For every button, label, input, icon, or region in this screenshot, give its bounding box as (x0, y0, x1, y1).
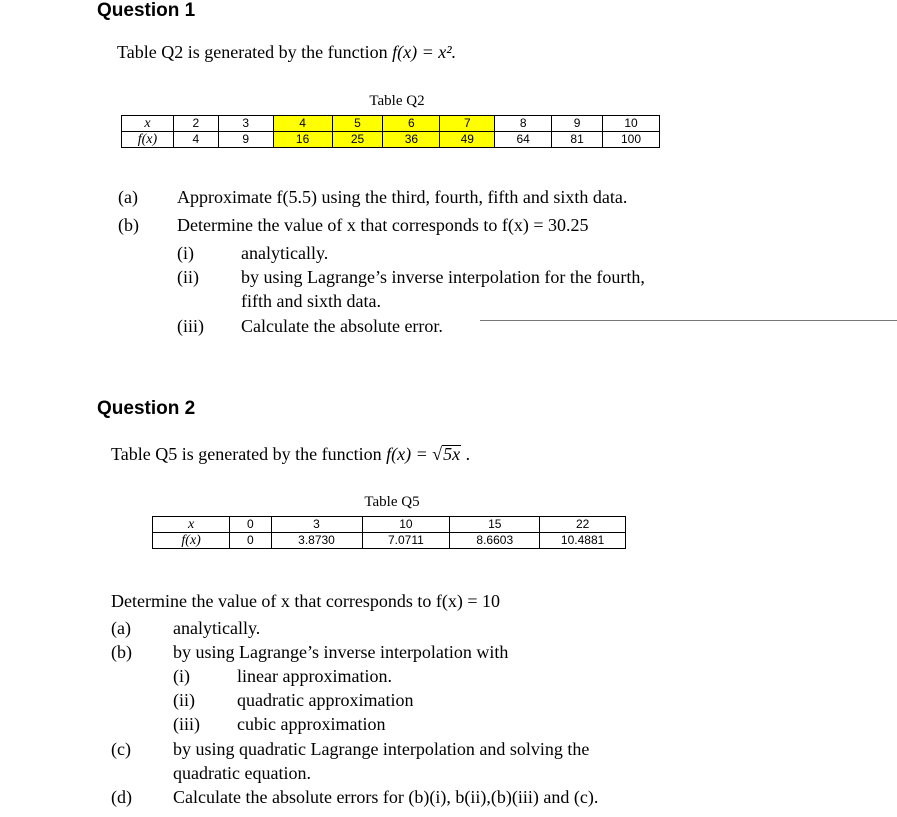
q1-part-b-ii-text-cont: fifth and sixth data. (241, 291, 381, 311)
q1-part-b-ii-text: by using Lagrange’s inverse interpolation for the fourth, (241, 267, 645, 287)
q2-part-b-i-label: (i) (173, 666, 190, 686)
q2-part-b-text: by using Lagrange’s inverse interpolation with (173, 642, 509, 662)
q1-part-b-i-label: (i) (177, 243, 194, 263)
table-cell-highlighted: 4 (273, 116, 332, 132)
table-cell: 100 (603, 132, 660, 148)
table-cell-highlighted: 49 (440, 132, 495, 148)
table-row (153, 517, 626, 533)
table-row (122, 116, 660, 132)
table-cell: 22 (540, 517, 626, 533)
table-cell: 81 (552, 132, 603, 148)
table-q2-caption: Table Q2 (369, 93, 425, 109)
q2-part-b-ii-label: (ii) (173, 690, 195, 710)
table-cell: 9 (552, 116, 603, 132)
table-cell-highlighted: 25 (332, 132, 383, 148)
q1-part-b-label: (b) (118, 215, 139, 235)
table-q5-caption: Table Q5 (364, 494, 420, 510)
q2-intro-prefix: Table Q5 is generated by the function (111, 444, 382, 464)
table-cell: 3 (218, 116, 273, 132)
table-cell: 64 (495, 132, 552, 148)
table-row (122, 132, 660, 148)
question-2-heading: Question 2 (97, 398, 196, 419)
q2-part-b-iii-text: cubic approximation (237, 714, 386, 734)
table-cell-highlighted: 5 (332, 116, 383, 132)
table-cell: 0 (230, 517, 271, 533)
table-cell: 10 (603, 116, 660, 132)
table-cell-highlighted: 6 (383, 116, 440, 132)
q2-part-d-text: Calculate the absolute errors for (b)(i), b(ii),(b)(iii) and (c). (173, 787, 599, 807)
table-q5-fx-label: f(x) (153, 533, 230, 549)
q2-part-c-text-cont: quadratic equation. (173, 763, 311, 783)
table-cell: 10.4881 (540, 533, 626, 549)
q2-intro-radicand: 5x (443, 444, 461, 464)
table-cell-highlighted: 16 (273, 132, 332, 148)
q2-part-d-label: (d) (111, 787, 132, 807)
q1-part-b-i-text: analytically. (241, 243, 329, 263)
q2-lead: Determine the value of x that corresponds to f(x) = 10 (111, 591, 501, 611)
q2-part-a-label: (a) (111, 618, 131, 638)
table-q2 (121, 115, 660, 148)
table-q2-fx-label: f(x) (122, 132, 174, 148)
q1-intro (117, 42, 456, 63)
q2-part-b-ii-text: quadratic approximation (237, 690, 414, 710)
table-cell: 15 (450, 517, 540, 533)
q2-part-a-text: analytically. (173, 618, 261, 638)
table-cell: 8 (495, 116, 552, 132)
q1-part-b-ii-label: (ii) (177, 267, 199, 287)
q2-intro-function: f(x) = (386, 444, 433, 464)
table-cell-highlighted: 36 (383, 132, 440, 148)
table-cell: 8.6603 (450, 533, 540, 549)
question-1-heading: Question 1 (97, 0, 196, 21)
q1-part-a-text: Approximate f(5.5) using the third, fourth, fifth and sixth data. (177, 187, 628, 207)
q1-intro-function: f(x) = x². (392, 42, 457, 62)
q2-part-b-iii-label: (iii) (173, 714, 200, 734)
table-cell: 0 (230, 533, 271, 549)
table-q5-x-label: x (153, 517, 230, 533)
q2-intro (111, 444, 470, 465)
q1-part-b-text: Determine the value of x that corresponds to f(x) = 30.25 (177, 215, 589, 235)
table-cell-highlighted: 7 (440, 116, 495, 132)
q2-intro-suffix: . (461, 444, 471, 464)
q1-part-b-iii-text: Calculate the absolute error. (241, 316, 443, 336)
horizontal-rule (480, 320, 897, 321)
table-cell: 3 (271, 517, 362, 533)
table-cell: 9 (218, 132, 273, 148)
q2-part-c-text: by using quadratic Lagrange interpolation and solving the (173, 739, 590, 759)
q1-part-b-iii-label: (iii) (177, 316, 204, 336)
q1-part-a-label: (a) (118, 187, 138, 207)
table-q5 (152, 516, 626, 549)
q2-part-c-label: (c) (111, 739, 131, 759)
q2-part-b-i-text: linear approximation. (237, 666, 392, 686)
table-cell: 4 (173, 132, 218, 148)
table-cell: 2 (173, 116, 218, 132)
table-q2-x-label: x (122, 116, 174, 132)
table-cell: 7.0711 (362, 533, 450, 549)
q2-part-b-label: (b) (111, 642, 132, 662)
q1-intro-prefix: Table Q2 is generated by the function (117, 42, 388, 62)
table-row (153, 533, 626, 549)
table-cell: 3.8730 (271, 533, 362, 549)
table-cell: 10 (362, 517, 450, 533)
sqrt-symbol: √ (432, 444, 443, 464)
